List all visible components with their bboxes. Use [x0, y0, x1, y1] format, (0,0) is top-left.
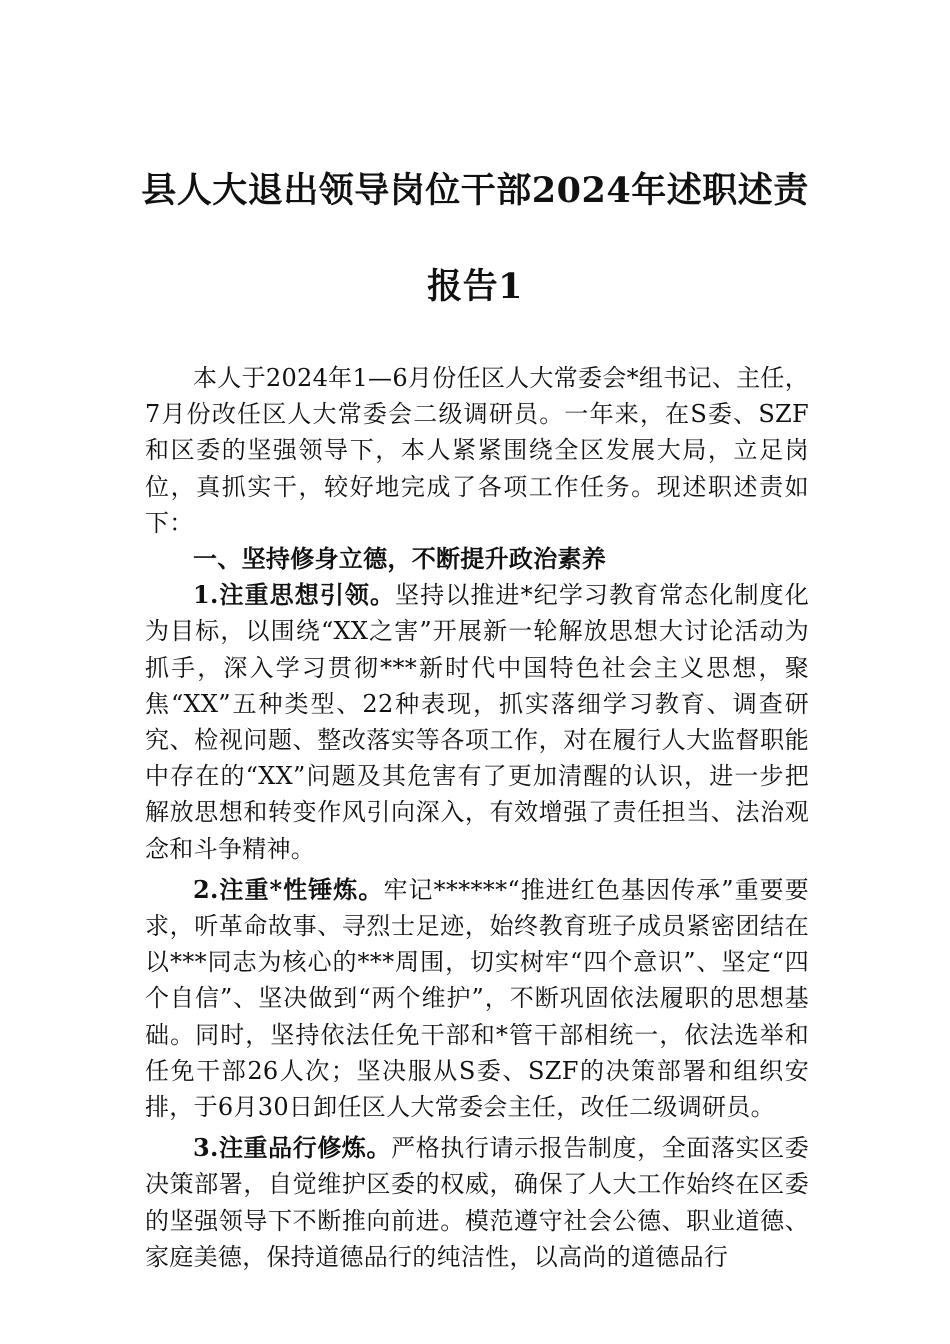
- section-heading-1: 一、坚持修身立德，不断提升政治素养: [193, 544, 607, 574]
- item-3-text: 严格执行请示报告制度，全面落实区委决策部署，自觉维护区委的权威，确保了人大工作始终在区委的坚强领导下不断推向前进。模范遵守社会公德、职业道德、家庭美德，保持道德品行的纯洁性，以高尚的道德品行: [145, 1134, 809, 1271]
- paragraph-item-2: [145, 872, 809, 1125]
- intro-paragraph: 本人于2024年1—6月份任区人大常委会*组书记、主任，7月份改任区人大常委会二级调研员。一年来，在S委、SZF和区委的坚强领导下，本人紧紧围绕全区发展大局，立足岗位，真抓实干，较好地完成了各项工作任务。现述职述责如下：: [145, 364, 810, 537]
- item-2-text: 牢记******“推进红色基因传承”重要要求，听革命故事、寻烈士足迹，始终教育班子成员紧密团结在以***同志为核心的***周围，切实树牢“四个意识”、坚定“四个自信”、坚决做到“两个维护”，不断巩固依法履职的思想基础。同时，坚持依法任免干部和*管干部相统一，依法选举和任免干部26人次；坚决服从S委、SZF的决策部署和组织安排，于6月30日卸任区人大常委会主任，改任二级调研员。: [145, 875, 809, 1122]
- paragraph-item-3: [145, 1130, 809, 1275]
- document-title-line-2: 报告1: [427, 266, 523, 307]
- document-body: [145, 360, 809, 1275]
- document-title-line-1: 县人大退出领导岗位干部2024年述职述责: [141, 170, 809, 211]
- item-3-lead: 3.注重品行修炼。: [193, 1133, 392, 1163]
- item-2-lead: 2.注重*性锤炼。: [193, 874, 384, 904]
- paragraph-item-1: [145, 577, 809, 867]
- item-1-lead: 1.注重思想引领。: [193, 580, 396, 610]
- item-1-text: 坚持以推进*纪学习教育常态化制度化为目标，以围绕“XX之害”开展新一轮解放思想大讨论活动为抓手，深入学习贯彻***新时代中国特色社会主义思想，聚焦“XX”五种类型、22种表现，抓实落细学习教育、调查研究、检视问题、整改落实等各项工作，对在履行人大监督职能中存在的“XX”问题及其危害有了更加清醒的认识，进一步把解放思想和转变作风引向深入，有效增强了责任担当、法治观念和斗争精神。: [145, 581, 809, 863]
